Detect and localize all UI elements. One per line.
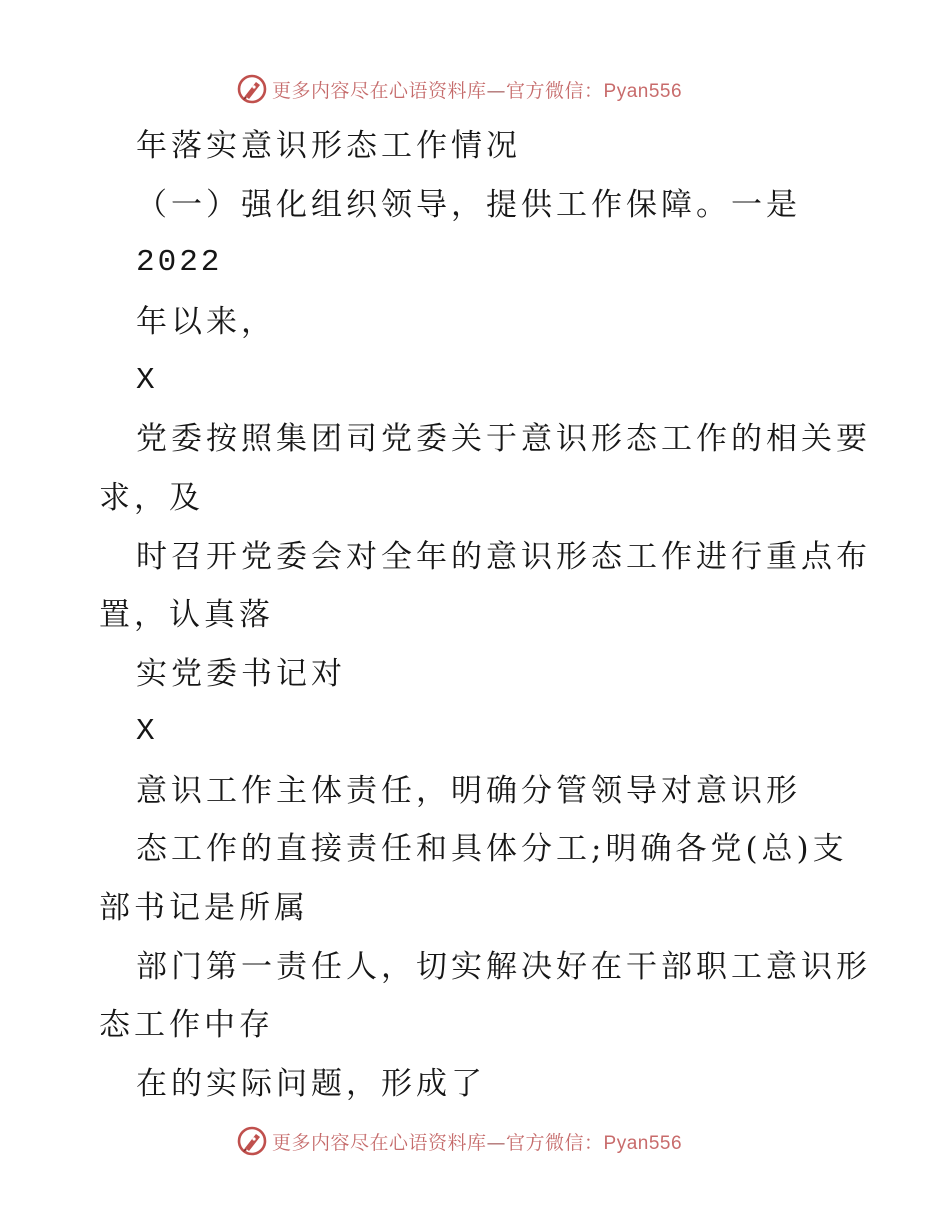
paragraph-line: 党委按照集团司党委关于意识形态工作的相关要 (136, 421, 871, 457)
watermark-official: 官方微信： (506, 79, 604, 102)
watermark-official: 官方微信： (506, 1131, 604, 1154)
paragraph-line: 时召开党委会对全年的意识形态工作进行重点布 (136, 539, 871, 575)
header-watermark (236, 72, 682, 106)
watermark-main: 更多内容尽在心语资料库 (272, 79, 487, 102)
paragraph-line: 在的实际问题，形成了 (136, 1066, 486, 1102)
paragraph-line: 部门第一责任人，切实解决好在干部职工意识形 (136, 949, 871, 985)
watermark-text (272, 1128, 682, 1155)
watermark-separator: — (486, 79, 507, 102)
paragraph-line: 部书记是所属 (99, 890, 309, 926)
paragraph-line: 年落实意识形态工作情况 (136, 128, 521, 164)
paragraph-line: 态工作中存 (99, 1007, 274, 1043)
paragraph-line: 2022 (136, 245, 223, 280)
paragraph-line: X (136, 363, 158, 398)
paragraph-line: 置，认真落 (99, 597, 274, 633)
paragraph-line: 年以来， (136, 304, 276, 340)
paragraph-line: 意识工作主体责任，明确分管领导对意识形 (136, 773, 801, 809)
watermark-main: 更多内容尽在心语资料库 (272, 1131, 487, 1154)
watermark-id: Pyan556 (603, 80, 683, 102)
footer-watermark (236, 1124, 682, 1158)
paragraph-line: X (136, 714, 158, 749)
pen-nib-logo-icon (236, 1125, 268, 1157)
pen-nib-logo-icon (236, 73, 268, 105)
watermark-separator: — (486, 1131, 507, 1154)
paragraph-line: （一）强化组织领导，提供工作保障。一是 (136, 187, 801, 223)
paragraph-line: 求，及 (99, 480, 204, 516)
paragraph-line: 实党委书记对 (136, 656, 346, 692)
watermark-id: Pyan556 (603, 1132, 683, 1154)
paragraph-line: 态工作的直接责任和具体分工;明确各党(总)支 (136, 831, 848, 867)
watermark-text (272, 76, 682, 103)
